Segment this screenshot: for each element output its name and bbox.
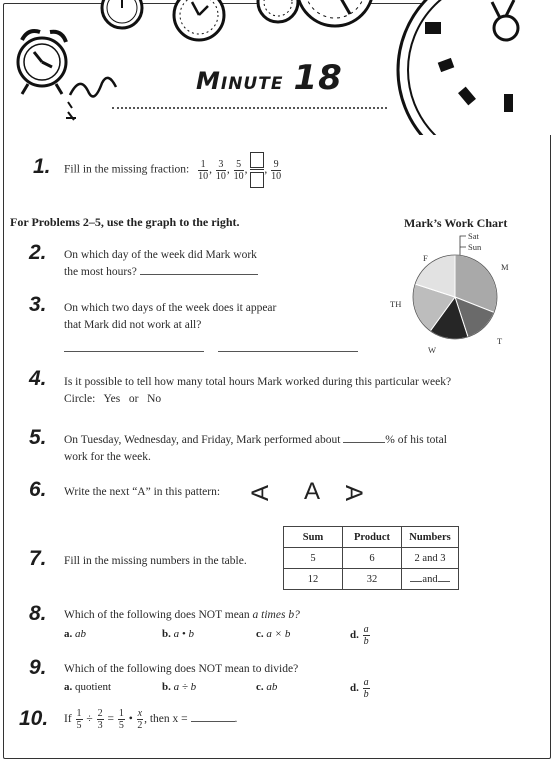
answer-blank[interactable] xyxy=(343,442,385,443)
table-cell-blank[interactable]: and xyxy=(402,569,459,590)
question-5: On Tuesday, Wednesday, and Friday, Mark performed about % of his total work for the week. xyxy=(64,434,447,463)
table-row: 12 32 and xyxy=(284,569,459,590)
pie-label-m: M xyxy=(501,262,509,272)
question-number-10: 10. xyxy=(19,707,49,730)
alarm-clock-icon xyxy=(18,31,116,120)
question-number-4: 4. xyxy=(29,367,47,390)
pie-chart xyxy=(380,230,520,355)
yes-option[interactable]: Yes xyxy=(103,393,121,405)
chart-title: Mark’s Work Chart xyxy=(404,216,508,230)
option-c[interactable]: c. ab xyxy=(256,681,278,693)
question-number-5: 5. xyxy=(29,426,47,449)
clock-icon xyxy=(258,0,298,22)
option-b[interactable]: b. a • b xyxy=(162,628,194,640)
option-c[interactable]: c. a × b xyxy=(256,628,291,640)
answer-blank[interactable] xyxy=(140,274,258,275)
question-2-line1: On which day of the week did Mark work xyxy=(64,249,257,261)
pie-label-t: T xyxy=(497,336,503,346)
pattern-a-rotated-left: A xyxy=(247,484,275,502)
question-6: Write the next “A” in this pattern: xyxy=(64,486,221,498)
table-header: Sum xyxy=(284,527,343,548)
question-number-2: 2. xyxy=(29,241,47,264)
clock-icon xyxy=(174,0,224,40)
question-number-3: 3. xyxy=(29,293,47,316)
question-9: Which of the following does NOT mean to divide? xyxy=(64,663,299,675)
question-3 xyxy=(64,300,364,334)
question-2 xyxy=(64,247,364,281)
pie-label-th: TH xyxy=(390,299,402,309)
pie-label-sat: Sat xyxy=(468,231,479,241)
question-4-line1: Is it possible to tell how many total hours Mark worked during this particular week? xyxy=(64,376,452,388)
pattern-a-rotated-right: A xyxy=(340,484,368,502)
table-header: Product xyxy=(343,527,402,548)
question-7: Fill in the missing numbers in the table. xyxy=(64,555,247,567)
question-number-9: 9. xyxy=(29,656,47,679)
option-d[interactable]: d. $\frac{a}{b}$ xyxy=(350,624,369,647)
option-d[interactable]: d. $\frac{a}{b}$ xyxy=(350,677,369,700)
option-a[interactable]: a. ab xyxy=(64,628,86,640)
sum-product-table xyxy=(283,526,459,590)
question-1: Fill in the missing fraction: $\frac{1}{10}$ , $\frac{3}{10}$ , $\frac{5}{10}$ , , $\frac{9}{10}$ xyxy=(64,152,364,188)
fraction: $\frac{1}{10}$ xyxy=(198,158,209,182)
table-header: Numbers xyxy=(402,527,459,548)
section-heading: For Problems 2–5, use the graph to the right. xyxy=(10,215,240,229)
page-title xyxy=(196,58,343,98)
question-4: Is it possible to tell how many total hours Mark worked during this particular week? Circle: Yes or No xyxy=(64,374,534,408)
fraction: $\frac{9}{10}$ xyxy=(271,158,282,182)
question-10: If $\frac{1}{5}$ ÷ $\frac{2}{3}$ = $\frac{1}{5}$ • $\frac{x}{2}$ , then x = . xyxy=(64,708,238,731)
clock-icon xyxy=(297,0,373,26)
no-option[interactable]: No xyxy=(147,393,162,405)
table-row: 5 6 2 and 3 xyxy=(284,548,459,569)
answer-blank[interactable] xyxy=(64,351,204,352)
question-number-1: 1. xyxy=(33,155,51,178)
question-3-line2: that Mark did not work at all? xyxy=(64,319,202,331)
large-clock-icon xyxy=(398,0,555,135)
answer-blank[interactable] xyxy=(191,721,235,722)
question-2-line2: the most hours? xyxy=(64,266,137,278)
question-number-8: 8. xyxy=(29,602,47,625)
title-number: 18 xyxy=(293,58,343,98)
question-number-7: 7. xyxy=(29,547,47,570)
pattern-a-upright: A xyxy=(304,478,321,505)
pie-leader-line xyxy=(460,236,466,255)
title-word: Minute xyxy=(196,67,284,95)
answer-box[interactable] xyxy=(250,152,264,188)
fraction: $\frac{3}{10}$ xyxy=(215,158,226,182)
question-number-6: 6. xyxy=(29,478,47,501)
title-underline xyxy=(112,107,387,109)
pie-label-sun: Sun xyxy=(468,242,482,252)
pie-label-f: F xyxy=(423,253,428,263)
option-b[interactable]: b. a ÷ b xyxy=(162,681,197,693)
clock-icon xyxy=(102,0,142,28)
question-8: Which of the following does NOT mean a times b? xyxy=(64,609,300,621)
pie-label-w: W xyxy=(427,345,437,355)
option-a[interactable]: a. quotient xyxy=(64,681,112,693)
fraction: $\frac{5}{10}$ xyxy=(233,158,244,182)
answer-blank[interactable] xyxy=(218,351,358,352)
question-1-text: Fill in the missing fraction: xyxy=(64,163,190,176)
question-3-line1: On which two days of the week does it appear xyxy=(64,302,277,314)
